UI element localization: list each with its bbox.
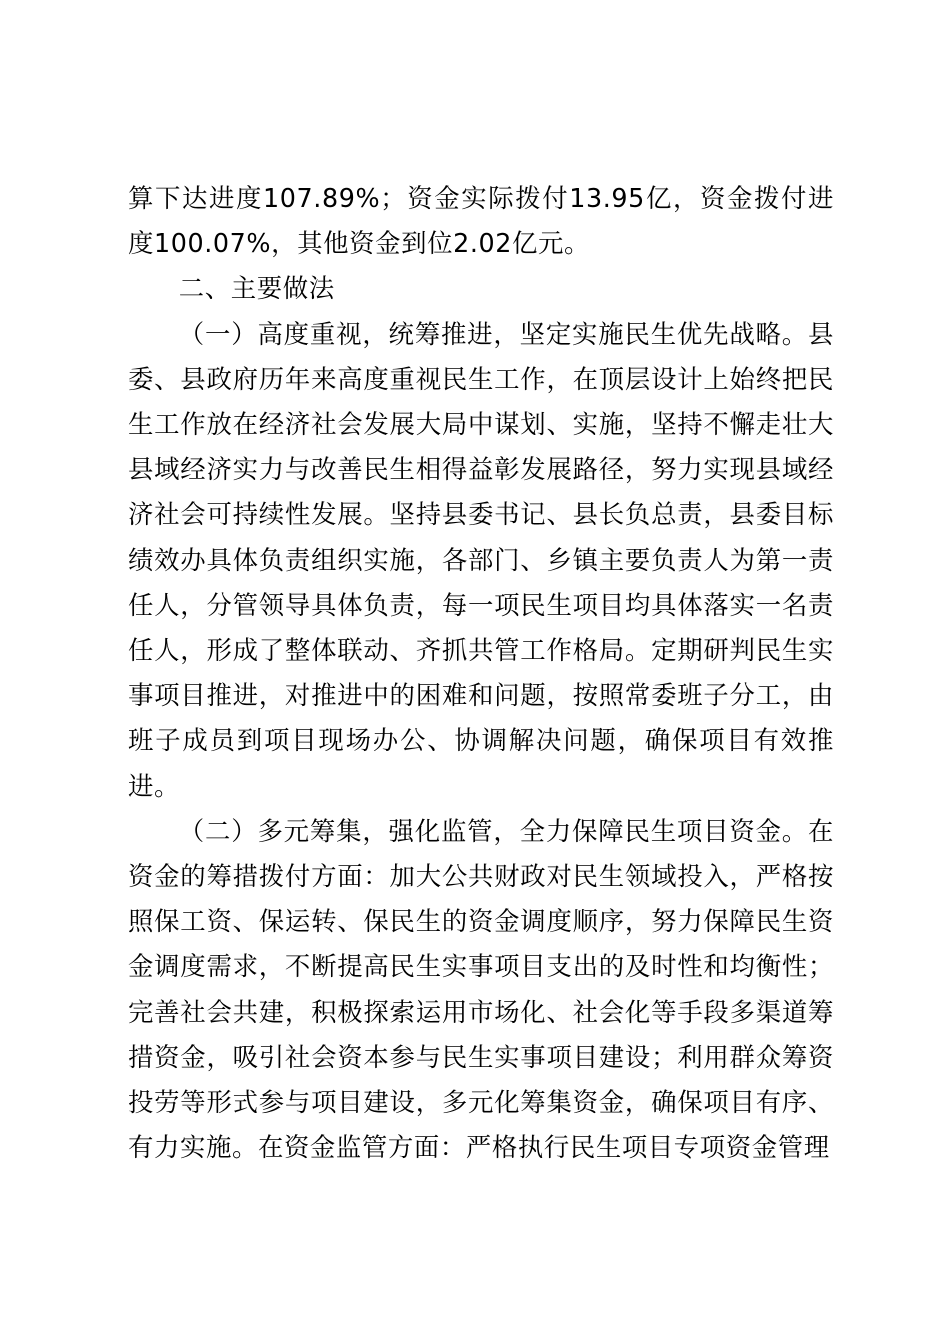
section-heading-main-practices: 二、主要做法 [178, 273, 335, 304]
paragraph-section-1: （一）高度重视，统筹推进，坚定实施民生优先战略。县委、县政府历年来高度重视民生工作，在顶层设计上始终把民生工作放在经济社会发展大局中谋划、实施，坚持不懈走壮大县域经济实力与改善民生相得益彰发展路径，努力实现县域经济社会可持续性发展。坚持县委书记、县长负总责，县委目标绩效办具体负责组织实施，各部门、乡镇主要负责人为第一责任人，分管领导具体负责，每一项民生项目均具体落实一名责任人，形成了整体联动、齐抓共管工作格局。定期研判民生实事项目推进，对推进中的困难和问题，按照常委班子分工，由班子成员到项目现场办公、协调解决问题，确保项目有效推进。 [128, 318, 834, 801]
paragraph-section-2: （二）多元筹集，强化监管，全力保障民生项目资金。在资金的筹措拨付方面：加大公共财政对民生领域投入，严格按照保工资、保运转、保民生的资金调度顺序，努力保障民生资金调度需求，不断提高民生实事项目支出的及时性和均衡性；完善社会共建，积极探索运用市场化、社会化等手段多渠道筹措资金，吸引社会资本参与民生实事项目建设；利用群众筹资投劳等形式参与项目建设，多元化筹集资金，确保项目有序、有力实施。在资金监管方面：严格执行民生项目专项资金管理 [128, 815, 834, 1163]
paragraph-continuation: 算下达进度107.89%；资金实际拨付13.95亿，资金拨付进度100.07%，其他资金到位2.02亿元。 [128, 183, 834, 259]
document-body [128, 176, 834, 1170]
